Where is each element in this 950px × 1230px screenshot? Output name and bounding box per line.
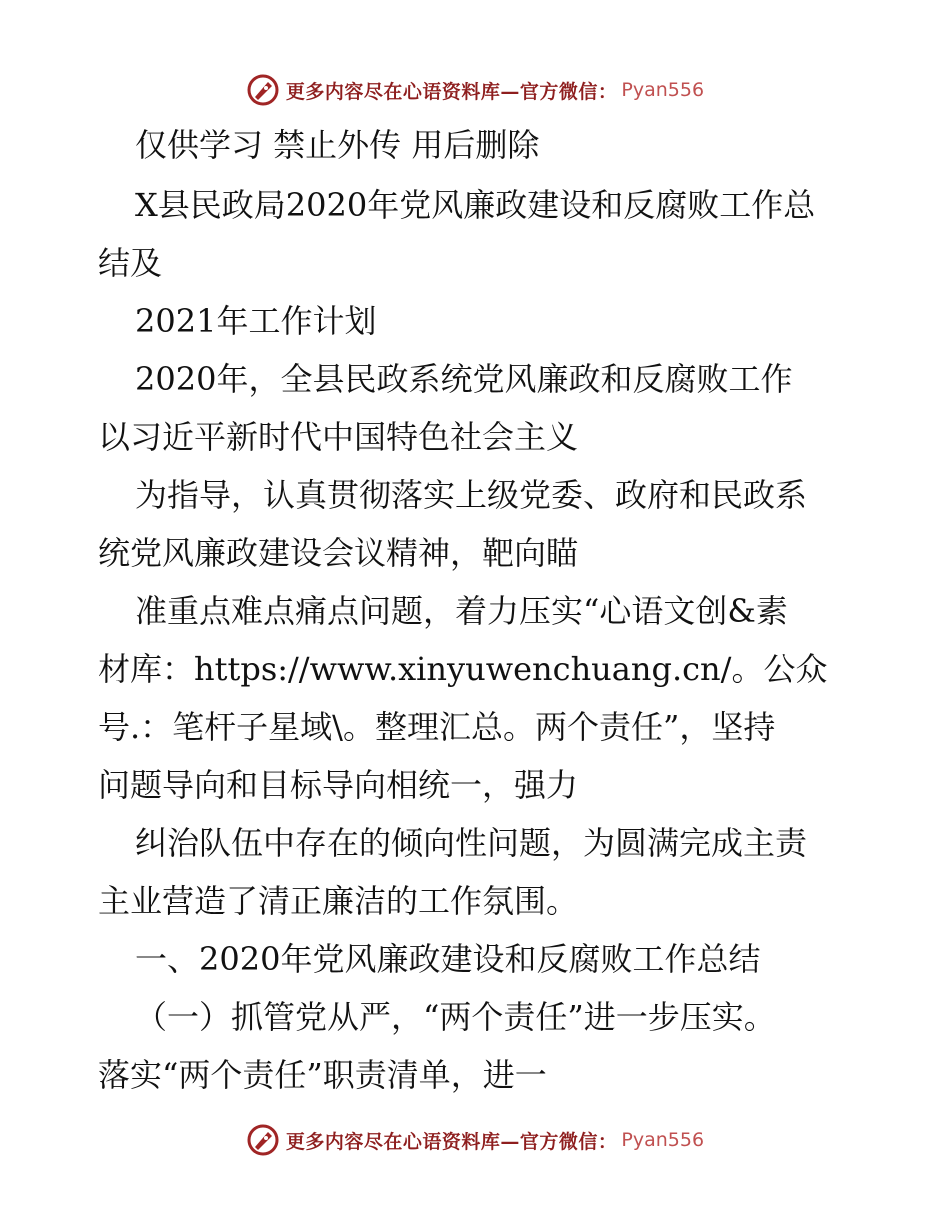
- footer-banner-text: 更多内容尽在心语资料库—官方微信：: [285, 1130, 618, 1153]
- text-line: 落实“两个责任”职责清单，进一: [98, 1056, 547, 1094]
- text-line: 统党风廉政建设会议精神，靶向瞄: [98, 534, 579, 572]
- header-banner-wechat: Pyan556: [621, 79, 705, 101]
- text-line: 问题导向和目标导向相统一，强力: [98, 766, 579, 804]
- text-line: 主业营造了清正廉洁的工作氛围。: [98, 882, 579, 920]
- text-line: 以习近平新时代中国特色社会主义: [98, 418, 579, 456]
- footer-banner: [0, 1120, 950, 1160]
- header-banner-text: 更多内容尽在心语资料库—官方微信：: [285, 80, 618, 103]
- text-line: 号.：笔杆子星域\。整理汇总。两个责任”，坚持: [98, 708, 776, 746]
- text-line: 准重点难点痛点问题，着力压实“心语文创&素: [135, 592, 788, 630]
- text-line: 2021年工作计划: [135, 302, 377, 340]
- text-line: （一）抓管党从严，“两个责任”进一步压实。: [135, 998, 776, 1036]
- header-banner: [0, 70, 950, 110]
- pen-nib-logo-icon: [246, 73, 280, 107]
- text-line: 结及: [98, 244, 163, 282]
- pen-nib-logo-icon: [246, 1123, 280, 1157]
- text-line: 一、2020年党风廉政建设和反腐败工作总结: [135, 940, 761, 978]
- footer-banner-wechat: Pyan556: [621, 1129, 705, 1151]
- text-line: 仅供学习 禁止外传 用后删除: [135, 126, 540, 164]
- text-line: 材库：https://www.xinyuwenchuang.cn/。公众: [98, 650, 828, 688]
- text-line: 2020年，全县民政系统党风廉政和反腐败工作: [135, 360, 793, 398]
- text-line: 纠治队伍中存在的倾向性问题，为圆满完成主责: [135, 824, 808, 862]
- text-line: X县民政局2020年党风廉政建设和反腐败工作总: [135, 186, 816, 224]
- text-line: 为指导，认真贯彻落实上级党委、政府和民政系: [135, 476, 808, 514]
